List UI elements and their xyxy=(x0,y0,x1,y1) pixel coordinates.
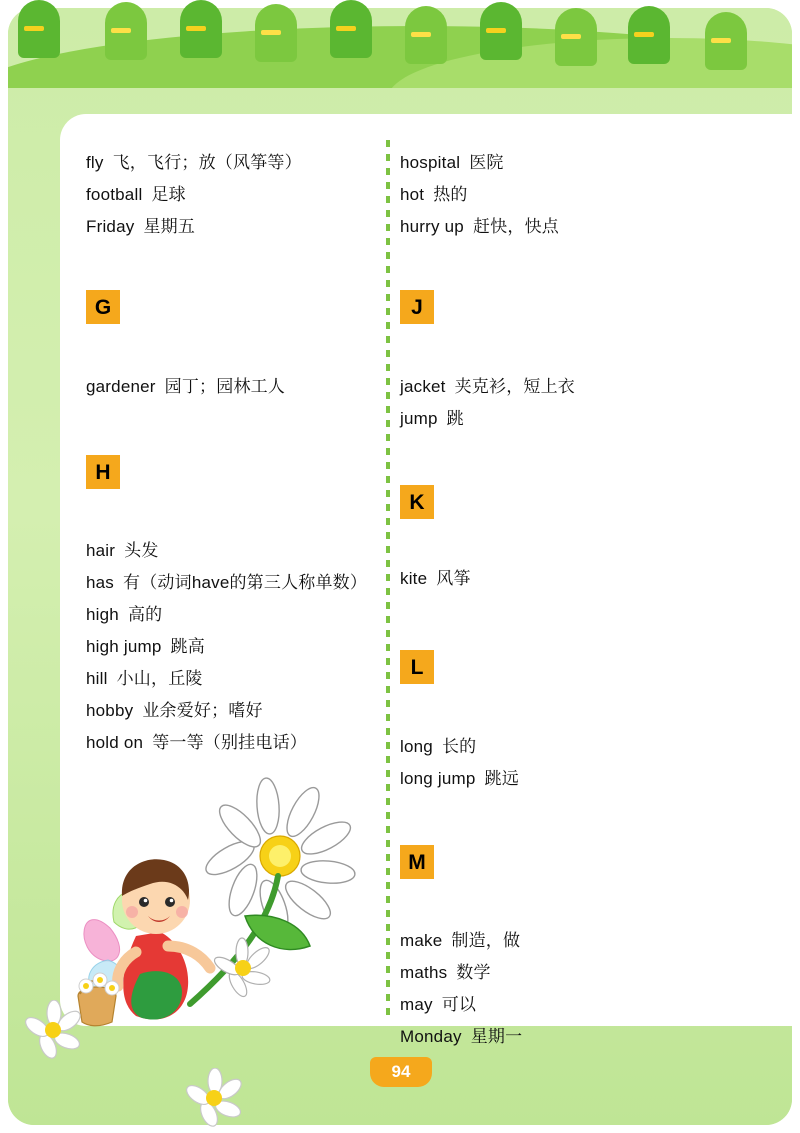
grass-blade-icon xyxy=(18,0,60,58)
entry-definition: 等一等（别挂电话） xyxy=(152,733,307,752)
entry-word: hurry up xyxy=(400,217,464,236)
entry-word: make xyxy=(400,931,443,950)
letter-heading-g: G xyxy=(86,290,120,324)
letter-heading-l: L xyxy=(400,650,434,684)
letter-heading-k: K xyxy=(400,485,434,519)
entry-word: fly xyxy=(86,153,104,172)
entry-definition: 足球 xyxy=(151,185,186,204)
entry-definition: 星期五 xyxy=(143,217,196,236)
entry-word: kite xyxy=(400,569,428,588)
grass-blade-icon xyxy=(105,2,147,60)
entry-definition: 跳 xyxy=(446,409,464,428)
entry-definition: 高的 xyxy=(127,605,163,624)
grass-blade-row xyxy=(0,0,800,70)
entry-word: long xyxy=(400,737,433,756)
entry-definition: 赶快，快点 xyxy=(472,217,559,236)
entry-definition: 可以 xyxy=(441,995,477,1014)
entry-word: football xyxy=(86,185,143,204)
entry-word: hair xyxy=(86,541,116,560)
entry-definition: 跳远 xyxy=(484,769,519,788)
entry-definition: 热的 xyxy=(433,185,468,204)
glossary-entry xyxy=(400,964,491,981)
letter-heading-j: J xyxy=(400,290,434,324)
entry-definition: 制造，做 xyxy=(451,931,521,950)
glossary-entry xyxy=(86,702,263,719)
glossary-entry xyxy=(86,638,205,655)
grass-blade-icon xyxy=(628,6,670,64)
entry-definition: 医院 xyxy=(469,153,504,172)
entry-definition: 数学 xyxy=(456,963,491,982)
entry-word: hill xyxy=(86,669,108,688)
grass-blade-icon xyxy=(480,2,522,60)
entry-word: long jump xyxy=(400,769,476,788)
glossary-entry xyxy=(400,932,520,949)
entry-definition: 有（动词have的第三人称单数） xyxy=(123,573,368,592)
entry-definition: 头发 xyxy=(124,541,159,560)
entry-word: Friday xyxy=(86,217,135,236)
entry-word: high jump xyxy=(86,637,162,656)
glossary-entry xyxy=(86,378,285,395)
entry-definition: 夹克衫，短上衣 xyxy=(454,377,576,396)
entry-definition: 长的 xyxy=(441,737,477,756)
glossary-entry xyxy=(86,186,186,203)
entry-word: has xyxy=(86,573,115,592)
grass-blade-icon xyxy=(555,8,597,66)
glossary-entry xyxy=(86,670,203,687)
glossary-entry xyxy=(86,606,162,623)
letter-heading-m: M xyxy=(400,845,434,879)
glossary-entry xyxy=(400,996,476,1013)
fairy-illustration xyxy=(70,760,390,1030)
entry-word: jump xyxy=(400,409,438,428)
entry-word: hot xyxy=(400,185,425,204)
daisy-flower-icon xyxy=(24,1000,84,1060)
glossary-entry xyxy=(400,570,471,587)
grass-blade-icon xyxy=(405,6,447,64)
glossary-entry xyxy=(400,738,476,755)
entry-definition: 星期一 xyxy=(470,1027,523,1046)
entry-definition: 园丁；园林工人 xyxy=(164,377,286,396)
glossary-entry xyxy=(86,734,307,751)
letter-heading-h: H xyxy=(86,455,120,489)
glossary-entry xyxy=(400,378,575,395)
daisy-flower-icon xyxy=(185,1068,245,1128)
glossary-entry xyxy=(400,1028,522,1045)
entry-definition: 风筝 xyxy=(436,569,471,588)
grass-blade-icon xyxy=(705,12,747,70)
glossary-entry xyxy=(400,770,519,787)
entry-word: Monday xyxy=(400,1027,462,1046)
glossary-entry xyxy=(400,154,504,171)
entry-definition: 跳高 xyxy=(170,637,205,656)
entry-definition: 业余爱好；嗜好 xyxy=(142,701,263,720)
glossary-entry xyxy=(400,410,464,427)
glossary-entry xyxy=(86,574,367,591)
page-number: 94 xyxy=(370,1057,432,1087)
entry-word: hold on xyxy=(86,733,144,752)
glossary-entry xyxy=(400,186,468,203)
entry-word: gardener xyxy=(86,377,156,396)
entry-definition: 小山，丘陵 xyxy=(116,669,203,688)
entry-definition: 飞，飞行；放（风筝等） xyxy=(112,153,302,172)
entry-word: high xyxy=(86,605,119,624)
glossary-entry xyxy=(86,542,159,559)
grass-blade-icon xyxy=(180,0,222,58)
entry-word: maths xyxy=(400,963,448,982)
entry-word: may xyxy=(400,995,433,1014)
grass-blade-icon xyxy=(330,0,372,58)
entry-word: hospital xyxy=(400,153,461,172)
entry-word: hobby xyxy=(86,701,134,720)
grass-blade-icon xyxy=(255,4,297,62)
entry-word: jacket xyxy=(400,377,446,396)
glossary-entry xyxy=(400,218,559,235)
glossary-entry xyxy=(86,154,302,171)
glossary-entry xyxy=(86,218,195,235)
